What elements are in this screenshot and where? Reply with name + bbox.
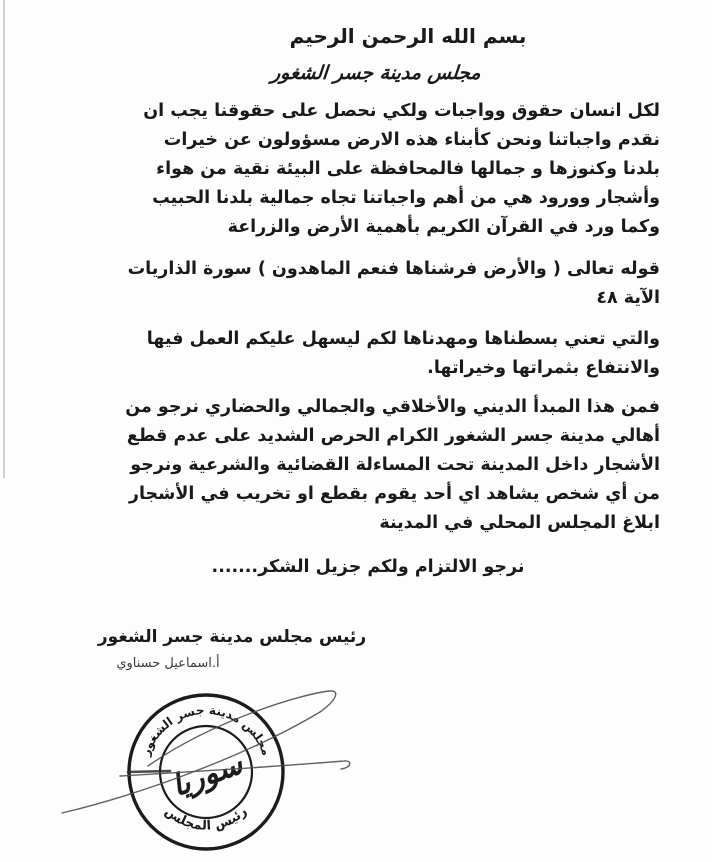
- scan-edge-artifact: [3, 0, 5, 478]
- paragraph-line: أهالي مدينة جسر الشغور الكرام الحرص الشديد على عدم قطع: [126, 426, 660, 446]
- paragraph-line: الآية ٤٨: [596, 288, 660, 308]
- paragraph-line: بلدنا وكنوزها و جمالها فالمحافظة على البيئة نقية من هواء: [156, 159, 660, 179]
- paragraph-request: [30, 393, 660, 538]
- basmala-heading: بسم الله الرحمن الرحيم: [289, 24, 527, 48]
- paragraph-verse-meaning: [30, 325, 660, 383]
- paragraph-line: فمن هذا المبدأ الديني والأخلاقي والجمالي والحضاري نرجو من: [125, 397, 660, 417]
- paragraph-line: نقدم واجباتنا ونحن كأبناء هذه الارض مسؤولون عن خيرات: [163, 130, 660, 150]
- paragraph-line: لكل انسان حقوق وواجبات ولكي نحصل على حقوقنا يجب ان: [143, 101, 660, 121]
- organization-title: مجلس مدينة جسر الشغور: [270, 62, 482, 84]
- paragraph-line: والتي تعني بسطناها ومهدناها لكم ليسهل عليكم العمل فيها: [146, 329, 660, 349]
- paragraph-line: الأشجار داخل المدينة تحت المساءلة القضائية والشرعية ونرجو: [130, 455, 660, 475]
- paragraph-line: وأشجار وورود هي من أهم واجباتنا تجاه جمالية بلدنا الحبيب: [152, 188, 660, 208]
- paragraph-quran-verse: [30, 255, 660, 313]
- closing-line: نرجو الالتزام ولكم جزيل الشكر.......: [211, 557, 525, 577]
- official-stamp: [122, 688, 292, 858]
- stamp-top-arc-text: مجلس مدينة جسر الشغور: [138, 702, 274, 758]
- stamp-center-emblem: سوريا: [167, 746, 248, 805]
- paragraph-line: والانتفاع بثمراتها وخيراتها.: [427, 358, 660, 378]
- stamp-bottom-arc-text: رئيس المجلس: [161, 803, 251, 834]
- paragraph-line: قوله تعالى ( والأرض فرشناها فنعم الماهدون ) سورة الذاريات: [127, 259, 660, 279]
- signatory-name: أ.اسماعيل حسناوي: [116, 656, 220, 671]
- paragraph-line: وكما ورد في القرآن الكريم بأهمية الأرض والزراعة: [227, 217, 660, 237]
- paragraph-intro: [30, 97, 660, 242]
- paragraph-line: من أي شخص يشاهد اي أحد يقوم بقطع او تخريب في الأشجار: [128, 484, 660, 504]
- paragraph-line: ابلاغ المجلس المحلي في المدينة: [379, 513, 660, 533]
- signatory-title: رئيس مجلس مدينة جسر الشغور: [97, 627, 367, 647]
